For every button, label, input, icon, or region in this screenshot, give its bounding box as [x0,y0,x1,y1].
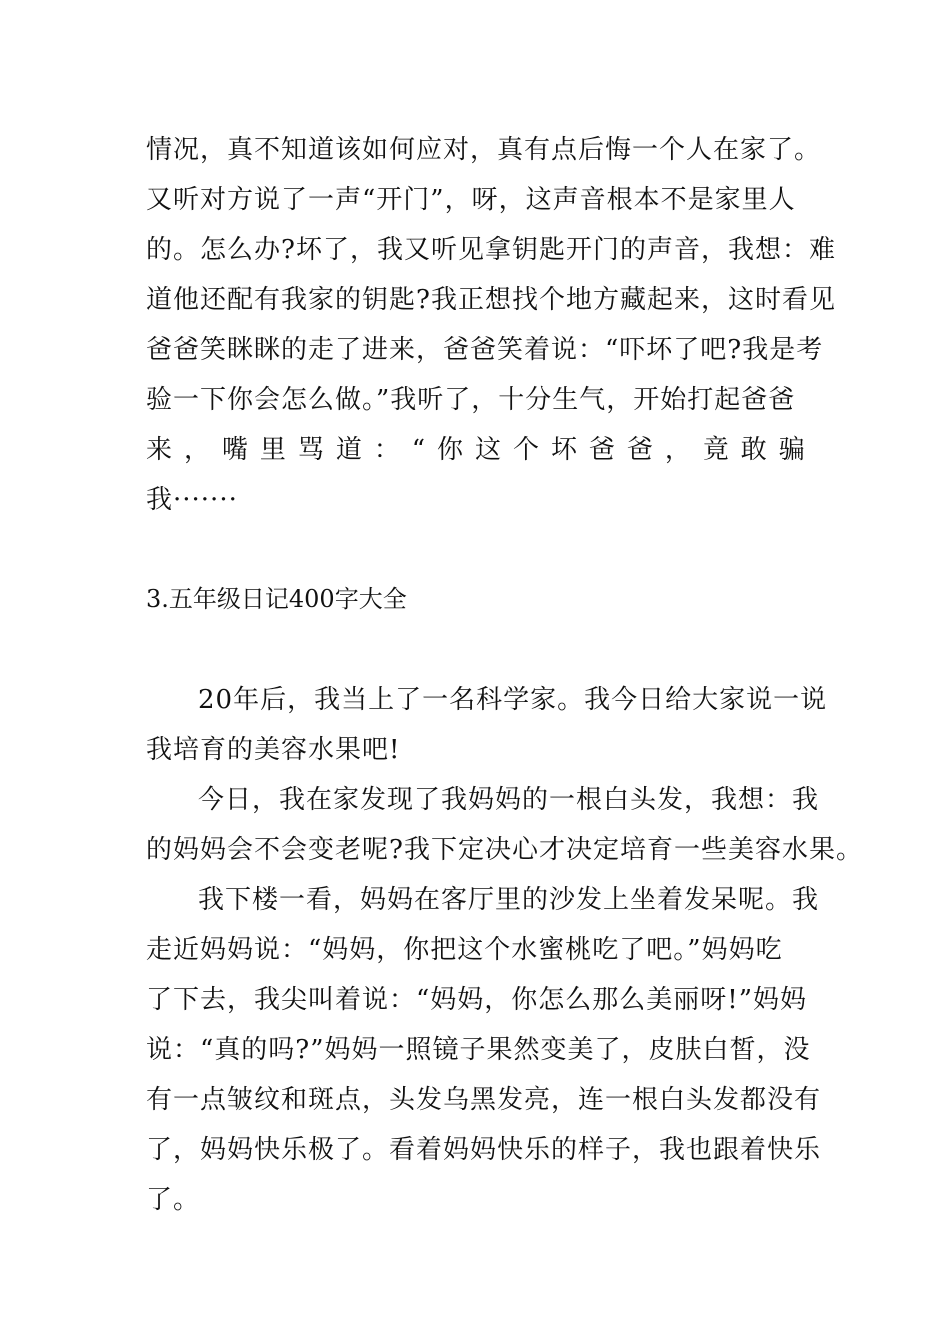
paragraph-line: 走近妈妈说：“妈妈，你把这个水蜜桃吃了吧。”妈妈吃 [146,935,783,965]
spread-char: 这 [475,435,503,465]
paragraph-line: 我下楼一看，妈妈在客厅里的沙发上坐着发呆呢。我 [198,885,820,915]
paragraph-line: 了，妈妈快乐极了。看着妈妈快乐的样子，我也跟着快乐 [146,1135,822,1165]
paragraph-line: 又听对方说了一声“开门”，呀，这声音根本不是家里人 [146,185,796,215]
paragraph-line: 的。怎么办?坏了，我又听见拿钥匙开门的声音，我想：难 [146,235,836,265]
spread-char: 来 [146,435,174,465]
paragraph-line: 的妈妈会不会变老呢?我下定决心才决定培育一些美容水果。 [146,835,863,865]
paragraph-line: 验一下你会怎么做。”我听了，十分生气，开始打起爸爸 [146,385,796,415]
paragraph-line-spread [146,434,806,466]
spread-char: 道 [335,435,363,465]
paragraph-line: 了下去，我尖叫着说：“妈妈，你怎么那么美丽呀!”妈妈 [146,985,808,1015]
spread-char: ， [664,435,692,465]
paragraph-line: 爸爸笑眯眯的走了进来，爸爸笑着说：“吓坏了吧?我是考 [146,335,824,365]
paragraph-line: 今日，我在家发现了我妈妈的一根白头发，我想：我 [198,785,820,815]
spread-char: ： [373,435,401,465]
spread-char: 爸 [588,435,616,465]
spread-char: ， [183,435,211,465]
spread-char: 你 [437,435,465,465]
spread-char: 骂 [297,435,325,465]
spread-char: 嘴 [221,435,249,465]
spread-char: 爸 [626,435,654,465]
spread-char: 里 [259,435,287,465]
spread-char: 个 [512,435,540,465]
paragraph-line: 我······· [146,485,238,515]
paragraph-line: 情况，真不知道该如何应对，真有点后悔一个人在家了。 [146,135,822,165]
spread-char: 敢 [740,435,768,465]
paragraph-line: 了。 [146,1185,201,1215]
paragraph-line: 道他还配有我家的钥匙?我正想找个地方藏起来，这时看见 [146,285,836,315]
paragraph-line: 说：“真的吗?”妈妈一照镜子果然变美了，皮肤白皙，没 [146,1035,811,1065]
spread-char: “ [411,435,427,465]
section-heading: 3.五年级日记400字大全 [146,585,407,613]
paragraph-line: 20年后，我当上了一名科学家。我今日给大家说一说 [198,685,828,715]
spread-char: 竟 [702,435,730,465]
spread-char: 坏 [550,435,578,465]
spread-char: 骗 [778,435,806,465]
paragraph-line: 有一点皱纹和斑点，头发乌黑发亮，连一根白头发都没有 [146,1085,822,1115]
paragraph-line: 我培育的美容水果吧! [146,735,401,765]
